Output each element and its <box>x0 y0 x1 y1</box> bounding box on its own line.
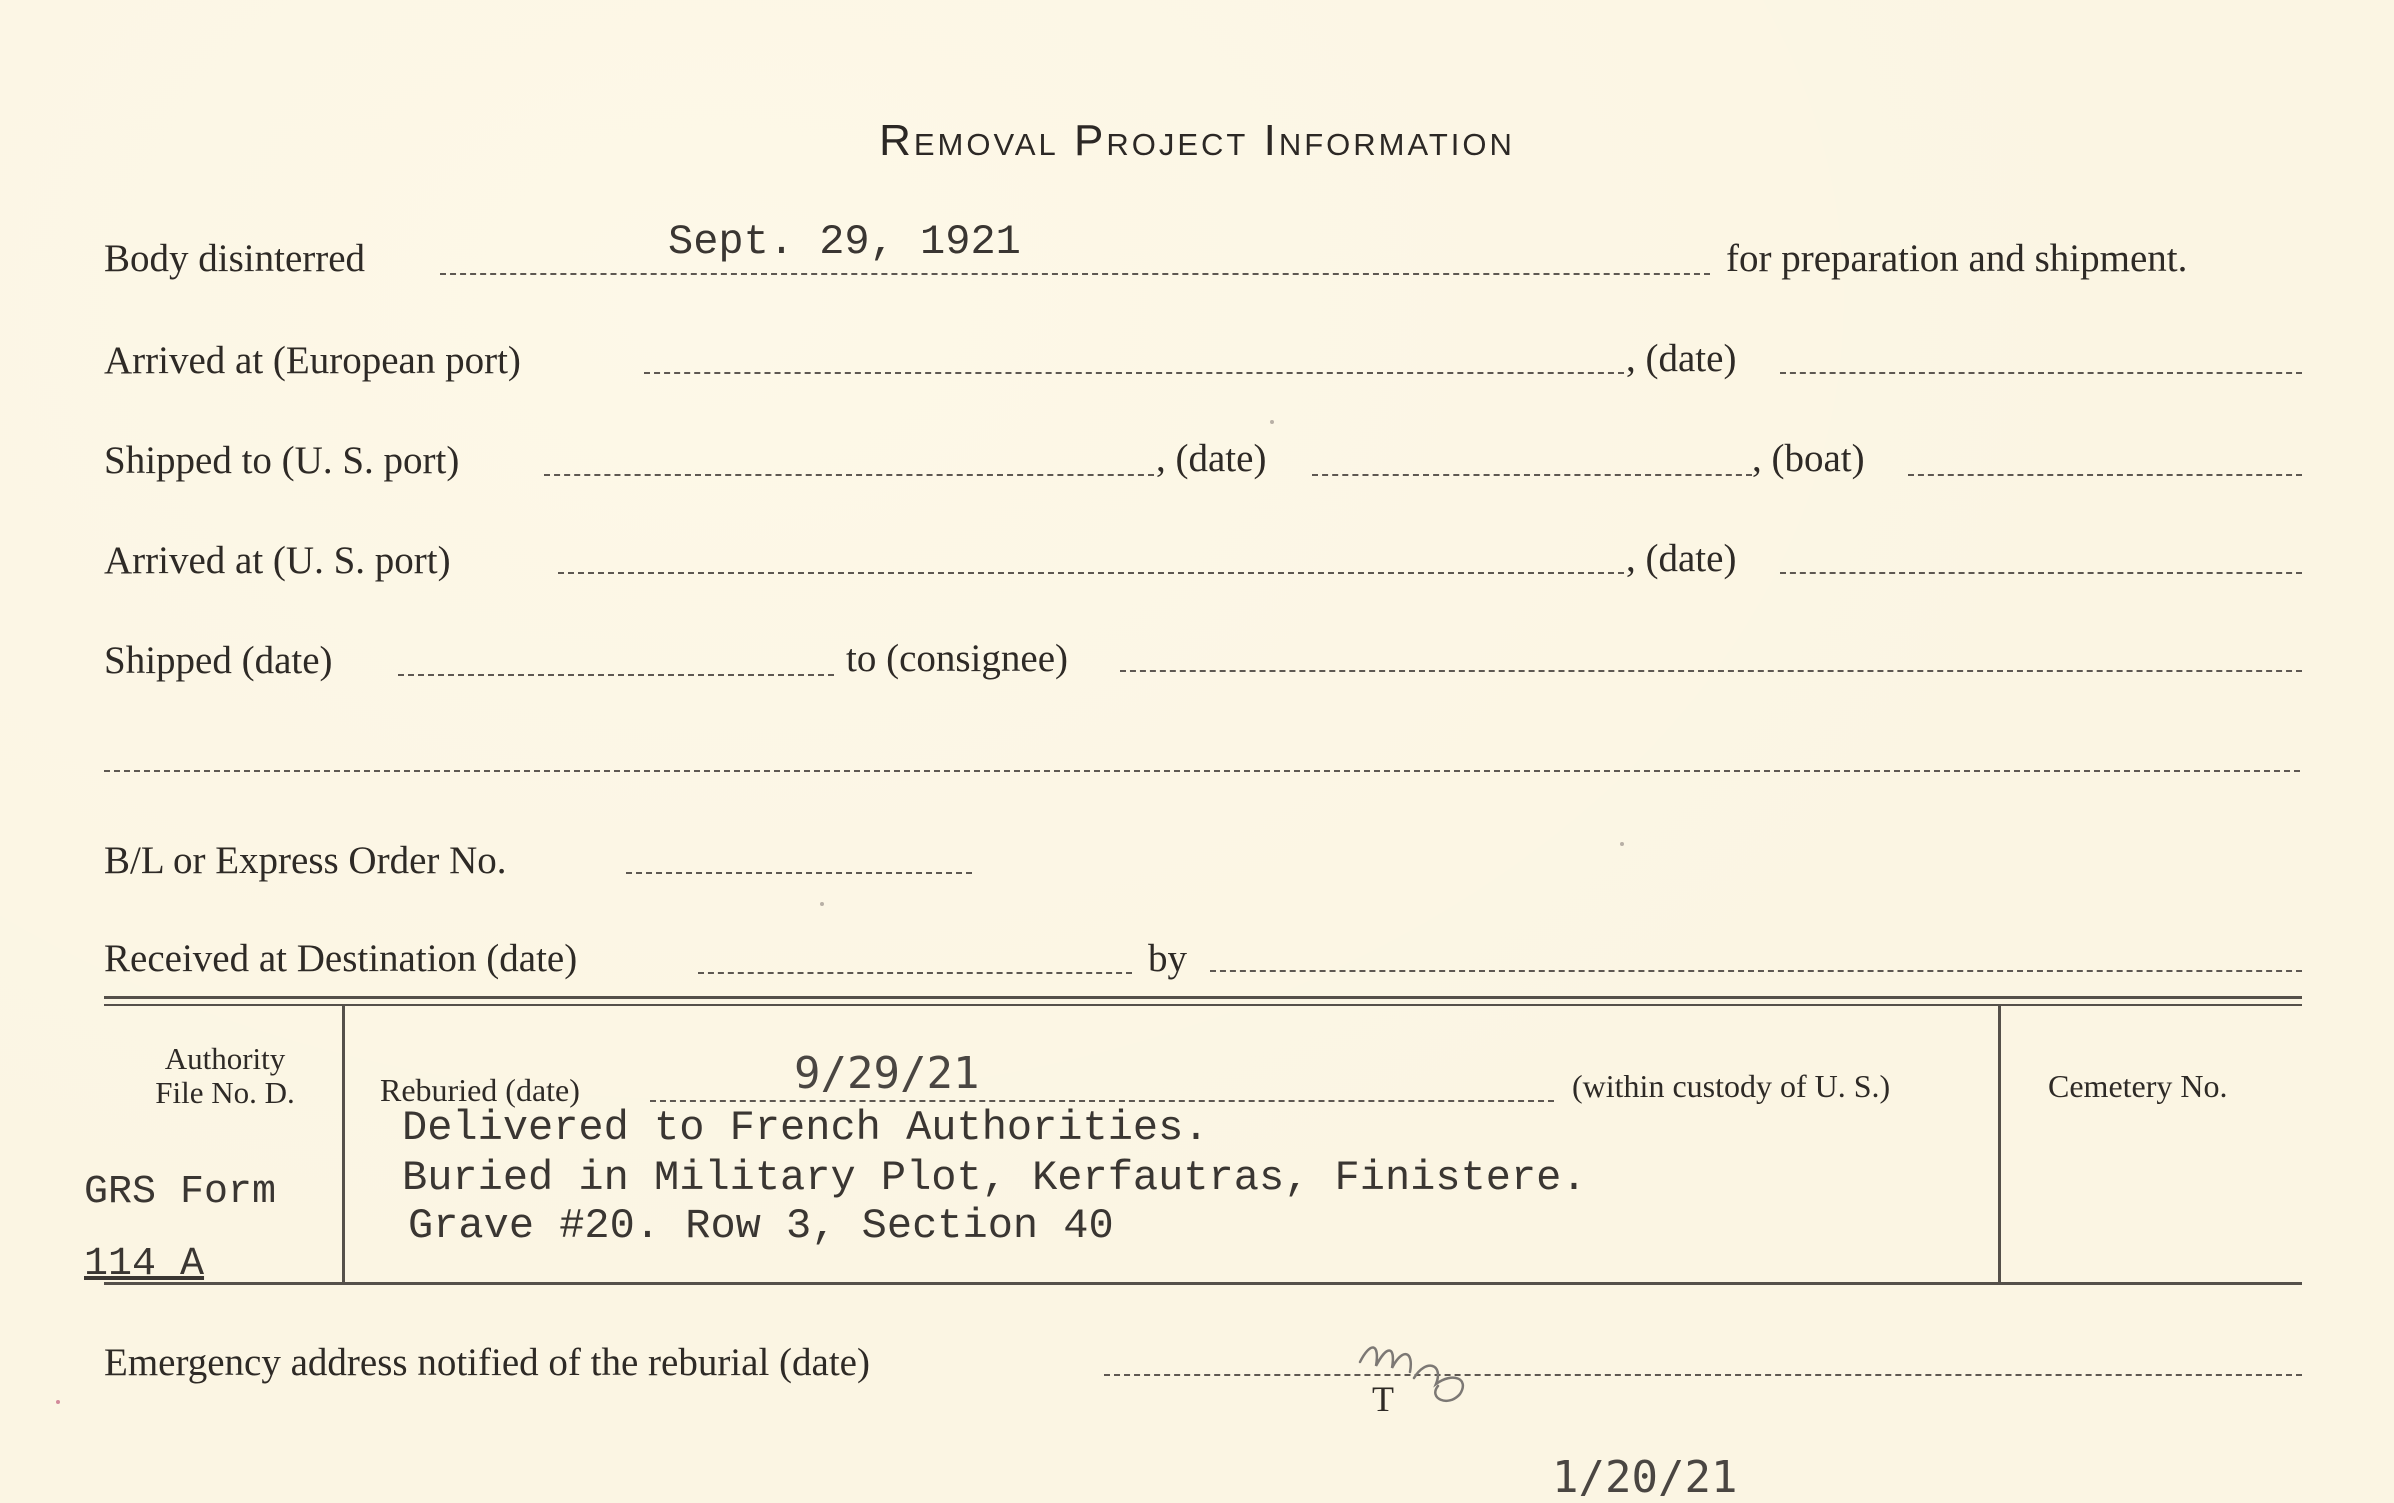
for-preparation-label: for preparation and shipment. <box>1726 237 2188 280</box>
arrived-european-date-line <box>1780 372 2302 374</box>
form-title: Removal Project Information <box>879 116 1515 165</box>
arrived-european-label: Arrived at (European port) <box>104 339 521 382</box>
remarks-line-3: Grave #20. Row 3, Section 40 <box>408 1202 1114 1250</box>
shipped-to-us-boat-label: , (boat) <box>1752 437 1865 480</box>
shipped-to-us-line <box>544 474 1154 476</box>
emergency-line <box>1104 1374 2302 1376</box>
arrived-us-date-line <box>1780 572 2302 574</box>
reburied-value: 9/29/21 <box>794 1048 980 1099</box>
arrived-european-line <box>644 372 1624 374</box>
consignee-continuation-line <box>104 770 2300 772</box>
form-id-line-1: GRS Form <box>84 1170 277 1215</box>
authority-label <box>110 1042 340 1110</box>
remarks-line-1: Delivered to French Authorities. <box>402 1104 1209 1152</box>
body-disinterred-label: Body disinterred <box>104 237 366 280</box>
box-top-rule-1 <box>104 996 2302 999</box>
body-disinterred-value: Sept. 29, 1921 <box>668 218 1021 266</box>
received-by-label: by <box>1148 937 1187 980</box>
box-top-rule-2 <box>104 1004 2302 1006</box>
emergency-label: Emergency address notified of the reburial (date) <box>104 1341 870 1384</box>
bl-line <box>626 872 972 874</box>
bl-label: B/L or Express Order No. <box>104 839 507 882</box>
shipped-to-us-boat-line <box>1908 474 2302 476</box>
reburied-label: Reburied (date) <box>380 1072 580 1108</box>
arrived-us-date-label: , (date) <box>1626 537 1737 580</box>
shipped-date-label: Shipped (date) <box>104 639 333 682</box>
authority-label-line-1: Authority <box>164 1041 286 1076</box>
authority-label-line-2: File No. D. <box>155 1075 295 1110</box>
received-date-line <box>698 972 1132 974</box>
to-consignee-line <box>1120 670 2302 672</box>
custody-label: (within custody of U. S.) <box>1572 1068 1891 1104</box>
form-id-line-2: 114 A <box>84 1242 205 1287</box>
box-divider-right <box>1998 1006 2001 1282</box>
received-by-line <box>1210 970 2302 972</box>
to-consignee-label: to (consignee) <box>846 637 1069 680</box>
remarks-line-2: Buried in Military Plot, Kerfautras, Finistere. <box>402 1154 1587 1202</box>
arrived-us-label: Arrived at (U. S. port) <box>104 539 451 582</box>
shipped-to-us-date-label: , (date) <box>1156 437 1267 480</box>
paper-speck <box>1270 420 1274 424</box>
cemetery-label: Cemetery No. <box>2048 1068 2228 1104</box>
initials-mark: T <box>1372 1379 1394 1419</box>
body-disinterred-line <box>440 273 1710 275</box>
paper-speck <box>1620 842 1624 846</box>
box-divider-left <box>342 1006 345 1282</box>
reburied-line <box>650 1100 1554 1102</box>
arrived-us-line <box>558 572 1624 574</box>
shipped-date-line <box>398 674 834 676</box>
shipped-to-us-date-line <box>1312 474 1752 476</box>
paper-speck <box>56 1400 60 1404</box>
paper-speck <box>820 902 824 906</box>
box-bottom-rule <box>104 1282 2302 1285</box>
bottom-date: 1/20/21 <box>1552 1452 1738 1503</box>
received-label: Received at Destination (date) <box>104 937 578 980</box>
shipped-to-us-label: Shipped to (U. S. port) <box>104 439 460 482</box>
arrived-european-date-label: , (date) <box>1626 337 1737 380</box>
